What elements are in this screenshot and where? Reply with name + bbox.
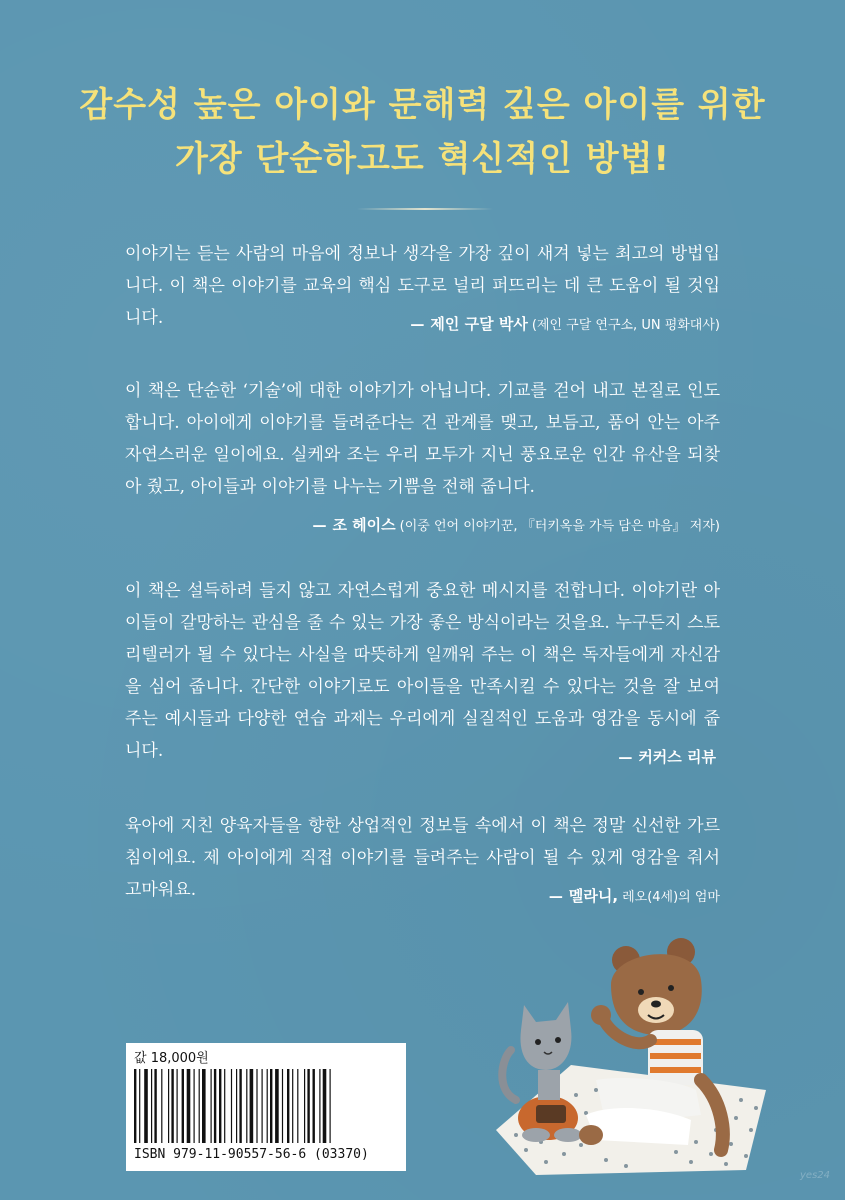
isbn-label: ISBN 979-11-90557-56-6 (03370) <box>134 1147 369 1162</box>
review-attribution <box>549 880 720 914</box>
review-text: 육아에 지친 양육자들을 향한 상업적인 정보들 속에서 이 책은 정말 신선한 가르침이에요. 제 아이에게 직접 이야기를 들려주는 사람이 될 수 있게 영감을 줘서 고마워요. <box>125 816 720 900</box>
reviewer-role: (이중 언어 이야기꾼, 『터키옥을 가득 담은 마음』 저자) <box>399 519 720 534</box>
headline-divider <box>357 208 493 210</box>
headline <box>0 78 845 186</box>
reviewer-name: 제인 구달 박사 <box>430 315 528 333</box>
reviewer-name: 멜라니, <box>568 887 619 905</box>
price-label: 값 18,000원 <box>134 1051 209 1066</box>
attribution-dash: — <box>312 518 327 534</box>
review-attribution <box>618 741 720 775</box>
review-attribution <box>312 509 720 543</box>
review-text: 이 책은 단순한 ‘기술’에 대한 이야기가 아닙니다. 기교를 걷어 내고 본질로 인도합니다. 아이에게 이야기를 들려준다는 건 관계를 맺고, 보듬고, 품어 안는 아주 자연스러운 일이에요. 실케와 조는 우리 모두가 지닌 풍요로운 인간 유산을 되찾아 줬고, 아이들과 이야기를 나누는 기쁨을 전해 줍니다. <box>125 381 720 497</box>
bear-and-cat-illustration <box>476 930 776 1175</box>
watermark: yes24 <box>800 1170 831 1181</box>
review-text: 이야기는 듣는 사람의 마음에 정보나 생각을 가장 깊이 새겨 넣는 최고의 방법입니다. 이 책은 이야기를 교육의 핵심 도구로 널리 퍼뜨리는 데 큰 도움이 될 것입니다. <box>125 244 720 328</box>
review-attribution <box>410 308 720 342</box>
review-melanie <box>125 810 720 906</box>
review-kirkus <box>125 575 720 767</box>
headline-line-1: 감수성 높은 아이와 문해력 깊은 아이를 위한 <box>79 85 766 125</box>
headline-line-2: 가장 단순하고도 혁신적인 방법! <box>175 139 670 179</box>
reviewer-role: (제인 구달 연구소, UN 평화대사) <box>531 318 720 333</box>
review-jane-goodall <box>125 238 720 334</box>
review-joe-hayes <box>125 375 720 534</box>
review-text: 이 책은 설득하려 들지 않고 자연스럽게 중요한 메시지를 전합니다. 이야기란 아이들이 갈망하는 관심을 줄 수 있는 가장 좋은 방식이라는 것을요. 누구든지 스토리텔러가 될 수 있다는 사실을 따뜻하게 일깨워 주는 이 책은 독자들에게 자신감을 심어 줍니다. 간단한 이야기로도 아이들을 만족시킬 수 있다는 것을 잘 보여 주는 예시들과 다양한 연습 과제는 우리에게 실질적인 도움과 영감을 동시에 줍니다. <box>125 581 720 761</box>
attribution-dash: — <box>410 317 425 333</box>
barcode-panel <box>126 1043 406 1171</box>
reviewer-name: 조 헤이스 <box>332 516 396 534</box>
attribution-dash: — <box>548 889 563 905</box>
attribution-dash: — <box>618 750 633 766</box>
reviewer-name: 커커스 리뷰 <box>638 748 716 766</box>
barcode <box>134 1069 396 1143</box>
reviewer-role: 레오(4세)의 엄마 <box>622 890 720 905</box>
